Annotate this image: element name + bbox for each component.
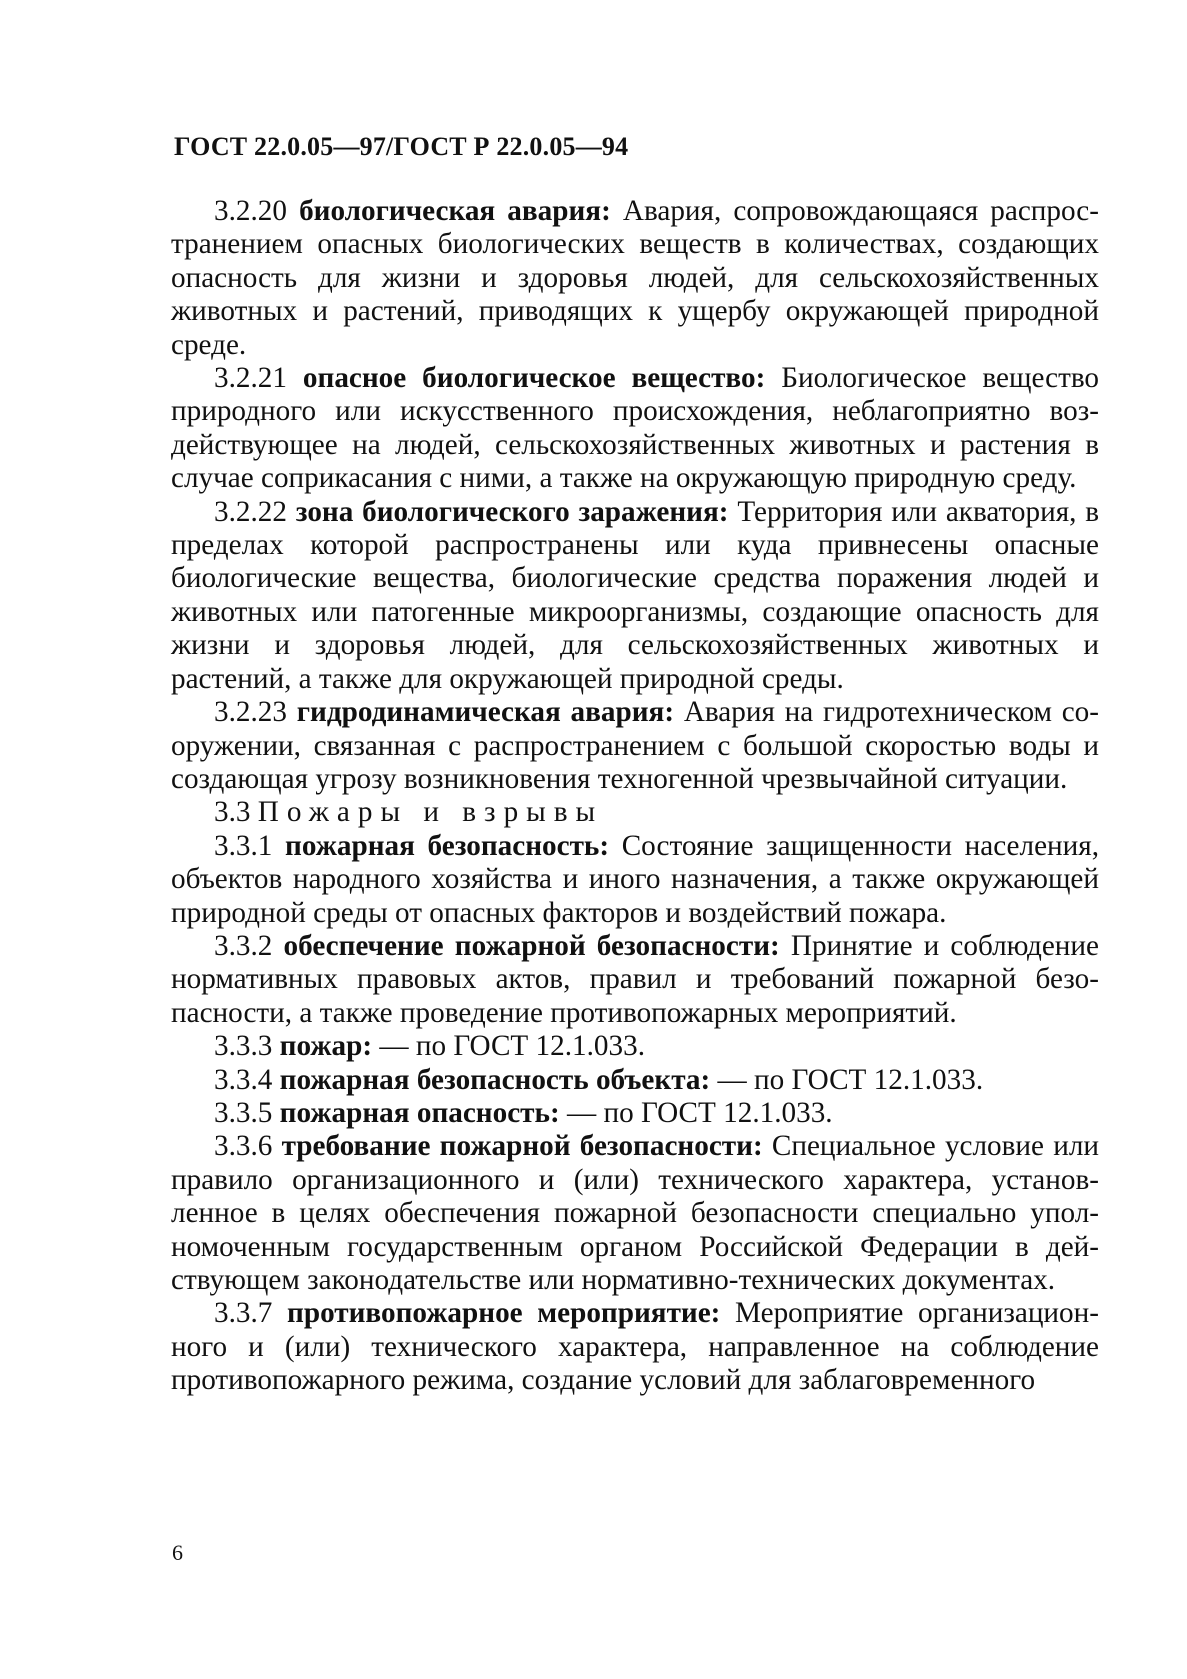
clause-number: 3.3.7 [214, 1297, 273, 1330]
page-number: 6 [172, 1540, 183, 1565]
definition-text: Биологическое вещество природного или искусственного происхождения, неблагоприятно воздействующее на людей, сельскохозяйственных животных и растения в случае соприкасания с ними, а также на окружающую природную среду. [171, 362, 1100, 495]
term: обеспечение пожарной безопасности: [283, 929, 780, 962]
definition-3-2-22 [171, 496, 1099, 696]
clause-number: 3.3.3 [214, 1030, 273, 1063]
definition-3-2-20 [171, 195, 1099, 362]
clause-number: 3.2.22 [214, 495, 287, 528]
clause-number: 3.3.5 [214, 1096, 273, 1129]
clause-number: 3.2.23 [214, 696, 287, 729]
clause-number: 3.3.4 [214, 1063, 273, 1096]
definition-text: Территория или акватория, в пределах которой распространены или куда привнесены опасные биологические вещества, биологические средства поражения людей и животных или патогенные микроорганизмы, создающие опасность для жизни и здоровья людей, для сельскохозяйственных животных и растений, а также для окружающей природной среды. [171, 495, 1100, 695]
term: зона биологического заражения: [295, 495, 729, 528]
definition-3-3-7 [171, 1297, 1099, 1397]
clause-number: 3.2.21 [214, 362, 287, 395]
term: противопожарное мероприятие: [287, 1297, 721, 1330]
definition-3-3-6 [171, 1130, 1099, 1297]
definition-text: Авария, сопровождающаяся распространением опасных биологических веществ в количествах, создающих опасность для жизни и здоровья людей, для сельскохозяйственных животных и растений, приводящих к ущербу окружающей природной среде. [171, 195, 1099, 361]
definition-3-3-3 [171, 1030, 1099, 1063]
definition-3-2-23 [171, 696, 1099, 796]
term: требование пожарной безопасности: [281, 1130, 763, 1163]
term: гидродинамическая авария: [296, 696, 675, 729]
clause-number: 3.3.1 [214, 829, 273, 862]
definition-3-3-1 [171, 830, 1099, 930]
clause-number: 3.3.2 [214, 929, 273, 962]
definition-text: Состояние защищенности населения, объектов народного хозяйства и иного назначения, а также окружающей природной среды от опасных факторов и воздействий пожара. [171, 829, 1099, 929]
definition-text: — по ГОСТ 12.1.033. [717, 1063, 984, 1096]
definition-3-3-4 [171, 1064, 1099, 1097]
term: пожар: [279, 1030, 373, 1063]
clause-number: 3.3.6 [214, 1130, 273, 1163]
definition-text: — по ГОСТ 12.1.033. [566, 1096, 833, 1129]
document-body [171, 195, 1099, 1398]
section-title: Пожары и взрывы [257, 796, 604, 829]
term: опасное биологическое вещество: [302, 362, 766, 395]
term: пожарная безопасность: [285, 829, 610, 862]
definition-text: Авария на гидротехническом сооружении, связанная с распространением с большой скоростью воды и создающая угрозу возникновения техногенной чрезвычайной ситуации. [171, 696, 1100, 795]
document-header: ГОСТ 22.0.05—97/ГОСТ Р 22.0.05—94 [174, 132, 629, 161]
term: пожарная опасность: [279, 1096, 560, 1129]
definition-text: Специальное условие или правило организационного и (или) технического характера, установленное в целях обеспечения пожарной безопасности специально уполномоченным государственным органом Российской Федерации в действующем законодательстве или нормативно-технических документах. [171, 1130, 1099, 1296]
definition-3-3-5 [171, 1097, 1099, 1130]
definition-text: Мероприятие организационного и (или) технического характера, направленное на соблюдение противопожарного режима, создание условий для заблаговременного [171, 1297, 1100, 1397]
definition-text: — по ГОСТ 12.1.033. [379, 1030, 645, 1063]
definition-text: Принятие и соблюдение нормативных правовых актов, правил и требований пожарной безопасности, а также проведение противопожарных мероприятий. [171, 929, 1099, 1029]
section-number: 3.3 [214, 796, 251, 829]
definition-3-3-2 [171, 930, 1099, 1030]
clause-number: 3.2.20 [214, 195, 287, 227]
section-heading [171, 796, 1099, 829]
term: биологическая авария: [299, 195, 611, 227]
term: пожарная безопасность объекта: [279, 1063, 711, 1096]
definition-3-2-21 [171, 362, 1099, 496]
